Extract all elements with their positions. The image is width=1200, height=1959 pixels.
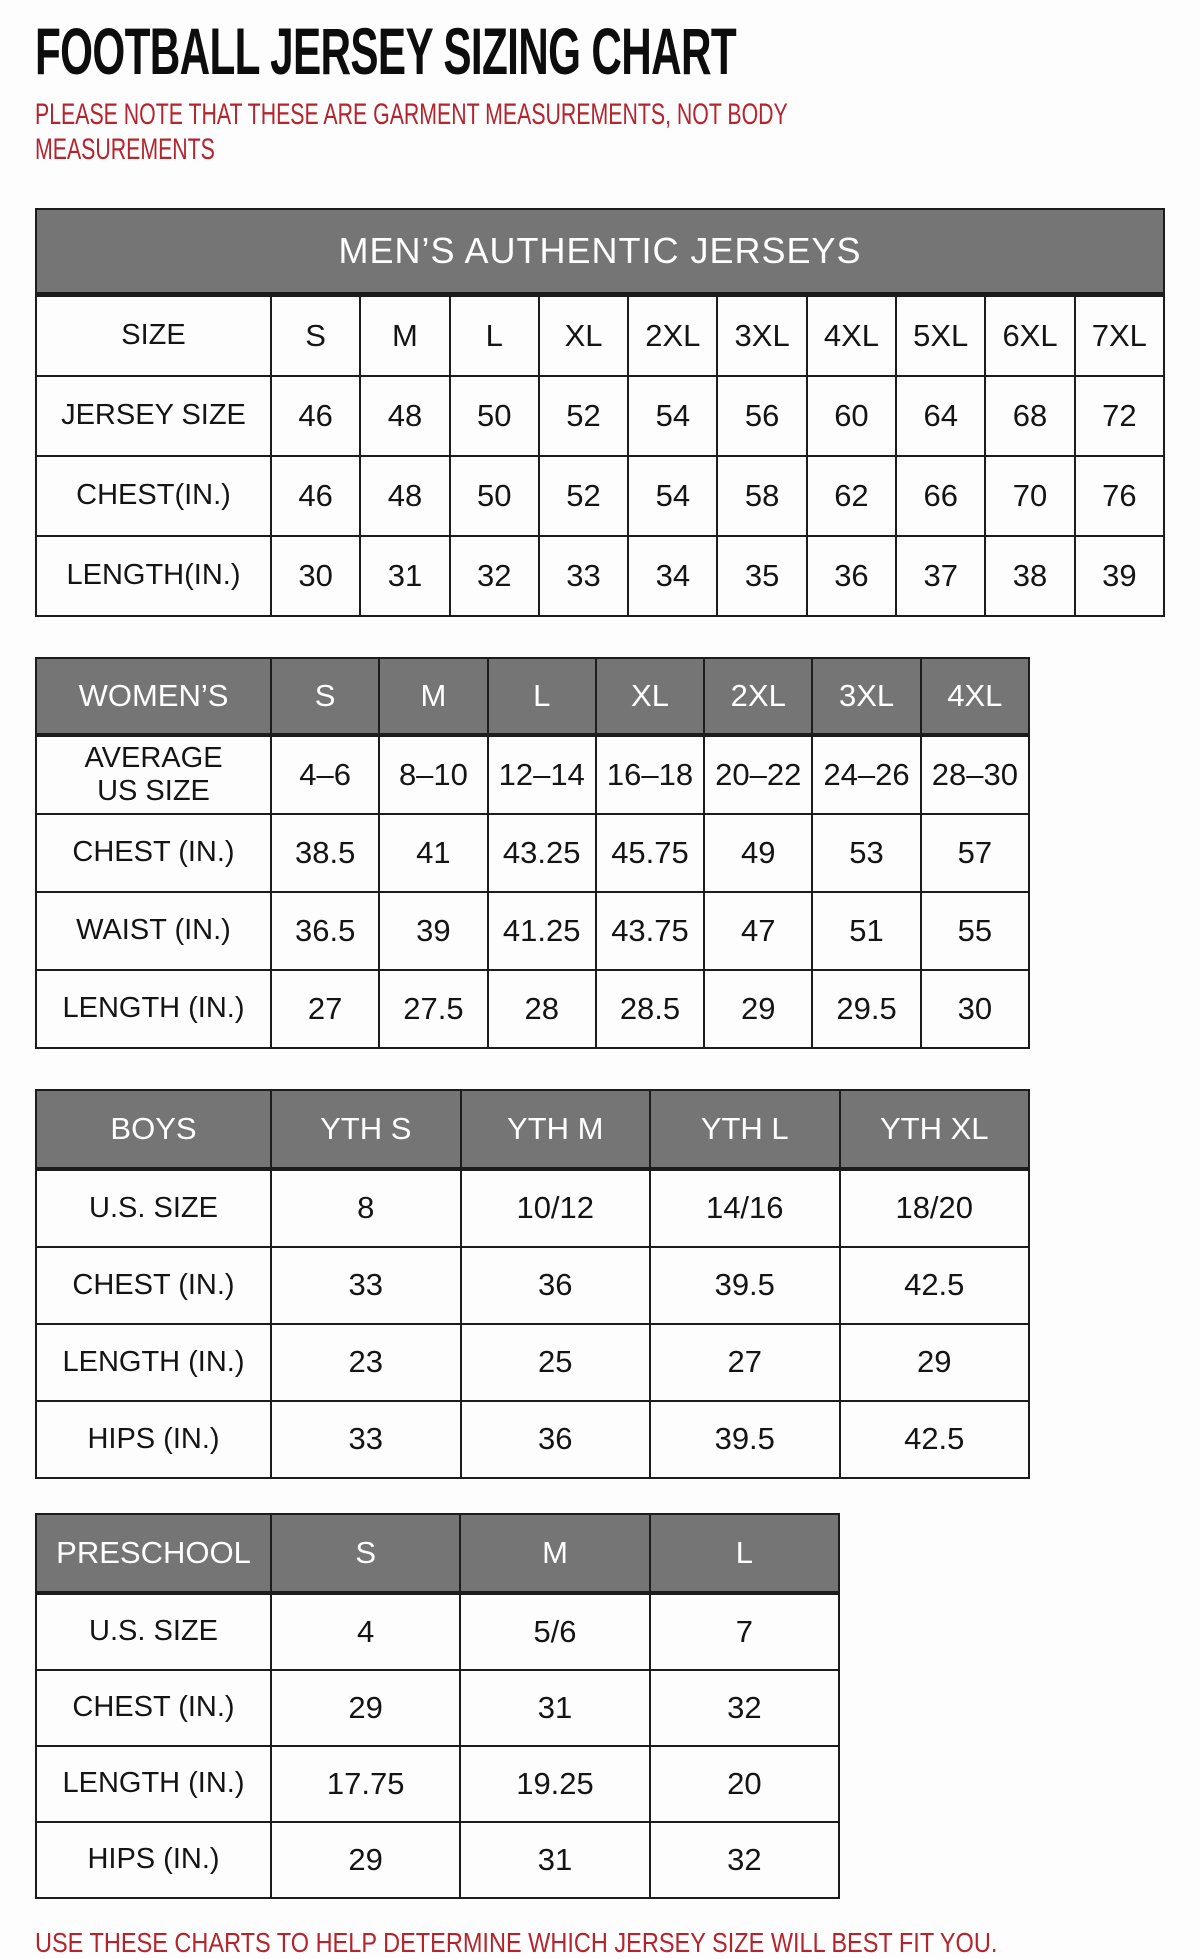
value-cell: 29 [271,1822,460,1898]
table-row [36,1324,1029,1401]
value-cell: 50 [450,456,539,536]
value-cell: 4 [271,1593,460,1670]
value-cell: 33 [271,1401,461,1478]
value-cell: 33 [539,536,628,616]
row-label-line: US SIZE [97,774,210,807]
table-row [36,1169,1029,1247]
value-cell: 37 [896,536,985,616]
value-cell: 52 [539,376,628,456]
page-title [35,14,1200,88]
value-cell: 64 [896,376,985,456]
value-cell: 8 [271,1169,461,1247]
row-label-cell: JERSEY SIZE [36,376,271,456]
table-row [36,456,1164,536]
row-label-cell: CHEST (IN.) [36,814,271,892]
value-cell: 8–10 [379,735,487,814]
value-cell: 5/6 [460,1593,649,1670]
row-label-cell: LENGTH (IN.) [36,1324,271,1401]
value-cell: 72 [1075,376,1164,456]
value-cell: 32 [650,1670,839,1746]
row-label-cell: SIZE [36,294,271,376]
value-cell: 62 [807,456,896,536]
value-cell: 52 [539,456,628,536]
value-cell: 76 [1075,456,1164,536]
col-header-cell: 6XL [985,294,1074,376]
value-cell: 10/12 [461,1169,651,1247]
row-label-cell: PRESCHOOL [36,1514,271,1593]
col-header-cell: 4XL [807,294,896,376]
value-cell: 32 [450,536,539,616]
value-cell: 60 [807,376,896,456]
col-header-cell: M [360,294,449,376]
footer-note-text: USE THESE CHARTS TO HELP DETERMINE WHICH JERSEY SIZE WILL BEST FIT YOU. [35,1926,998,1958]
value-cell: 36 [807,536,896,616]
value-cell: 29 [840,1324,1030,1401]
value-cell: 24–26 [812,735,920,814]
col-header-cell: 3XL [717,294,806,376]
col-header-cell: YTH L [650,1090,840,1169]
garment-measurements-note-text: PLEASE NOTE THAT THESE ARE GARMENT MEASUREMENTS, NOT BODY MEASUREMENTS [35,98,788,166]
value-cell: 54 [628,456,717,536]
page-title-text: FOOTBALL JERSEY SIZING CHART [35,14,737,88]
value-cell: 20 [650,1746,839,1822]
col-header-cell: 5XL [896,294,985,376]
col-header-cell: L [488,658,596,735]
value-cell: 29 [271,1670,460,1746]
mens-header-row [36,294,1164,376]
value-cell: 32 [650,1822,839,1898]
value-cell: 28–30 [921,735,1029,814]
value-cell: 41 [379,814,487,892]
table-row [36,814,1029,892]
value-cell: 46 [271,376,360,456]
value-cell: 30 [921,970,1029,1048]
col-header-cell: 7XL [1075,294,1164,376]
table-row [36,536,1164,616]
value-cell: 39.5 [650,1401,840,1478]
value-cell: 4–6 [271,735,379,814]
footer-note [35,1927,1200,1959]
value-cell: 29 [704,970,812,1048]
womens-header-row [36,658,1029,735]
row-label-cell: HIPS (IN.) [36,1822,271,1898]
mens-banner-row [36,209,1164,295]
value-cell: 54 [628,376,717,456]
row-label-cell [36,735,271,814]
table-row [36,1247,1029,1324]
value-cell: 27 [650,1324,840,1401]
value-cell: 29.5 [812,970,920,1048]
value-cell: 19.25 [460,1746,649,1822]
row-label-cell: LENGTH (IN.) [36,970,271,1048]
col-header-cell: S [271,658,379,735]
value-cell: 43.75 [596,892,704,970]
col-header-cell: 2XL [628,294,717,376]
value-cell: 34 [628,536,717,616]
table-row [36,1670,839,1746]
col-header-cell: YTH M [461,1090,651,1169]
garment-measurements-note [35,98,1200,168]
value-cell: 31 [460,1822,649,1898]
table-row [36,1822,839,1898]
value-cell: 41.25 [488,892,596,970]
value-cell: 36 [461,1247,651,1324]
table-row [36,1401,1029,1478]
value-cell: 28.5 [596,970,704,1048]
preschool-table [35,1513,840,1899]
value-cell: 48 [360,376,449,456]
value-cell: 55 [921,892,1029,970]
value-cell: 68 [985,376,1074,456]
col-header-cell: M [379,658,487,735]
preschool-header-row [36,1514,839,1593]
row-label-cell: LENGTH(IN.) [36,536,271,616]
value-cell: 50 [450,376,539,456]
value-cell: 46 [271,456,360,536]
value-cell: 66 [896,456,985,536]
value-cell: 18/20 [840,1169,1030,1247]
value-cell: 48 [360,456,449,536]
value-cell: 27 [271,970,379,1048]
value-cell: 45.75 [596,814,704,892]
boys-header-row [36,1090,1029,1169]
value-cell: 27.5 [379,970,487,1048]
table-row [36,735,1029,814]
value-cell: 47 [704,892,812,970]
value-cell: 53 [812,814,920,892]
value-cell: 42.5 [840,1401,1030,1478]
col-header-cell: YTH S [271,1090,461,1169]
value-cell: 38.5 [271,814,379,892]
value-cell: 31 [460,1670,649,1746]
col-header-cell: L [450,294,539,376]
table-row [36,892,1029,970]
value-cell: 7 [650,1593,839,1670]
table-row [36,1593,839,1670]
row-label-cell: U.S. SIZE [36,1593,271,1670]
womens-table [35,657,1030,1049]
boys-table [35,1089,1030,1479]
row-label-cell: LENGTH (IN.) [36,1746,271,1822]
value-cell: 28 [488,970,596,1048]
col-header-cell: YTH XL [840,1090,1030,1169]
value-cell: 14/16 [650,1169,840,1247]
value-cell: 42.5 [840,1247,1030,1324]
row-label-cell: WAIST (IN.) [36,892,271,970]
table-row [36,376,1164,456]
value-cell: 33 [271,1247,461,1324]
value-cell: 20–22 [704,735,812,814]
value-cell: 49 [704,814,812,892]
row-label-cell: CHEST(IN.) [36,456,271,536]
row-label-line: AVERAGE [84,742,223,775]
row-label-cell: CHEST (IN.) [36,1670,271,1746]
row-label-cell: WOMEN’S [36,658,271,735]
col-header-cell: XL [596,658,704,735]
value-cell: 31 [360,536,449,616]
value-cell: 12–14 [488,735,596,814]
value-cell: 25 [461,1324,651,1401]
col-header-cell: S [271,1514,460,1593]
value-cell: 70 [985,456,1074,536]
value-cell: 58 [717,456,806,536]
value-cell: 17.75 [271,1746,460,1822]
row-label-cell: CHEST (IN.) [36,1247,271,1324]
table-row [36,1746,839,1822]
value-cell: 38 [985,536,1074,616]
col-header-cell: 3XL [812,658,920,735]
row-label-cell: HIPS (IN.) [36,1401,271,1478]
value-cell: 35 [717,536,806,616]
col-header-cell: M [460,1514,649,1593]
value-cell: 16–18 [596,735,704,814]
col-header-cell: S [271,294,360,376]
row-label-cell: BOYS [36,1090,271,1169]
row-label-cell: U.S. SIZE [36,1169,271,1247]
value-cell: 23 [271,1324,461,1401]
mens-authentic-jerseys-table [35,208,1165,617]
value-cell: 39 [1075,536,1164,616]
col-header-cell: 2XL [704,658,812,735]
mens-table-banner: MEN’S AUTHENTIC JERSEYS [36,209,1164,295]
value-cell: 36 [461,1401,651,1478]
value-cell: 39 [379,892,487,970]
value-cell: 36.5 [271,892,379,970]
table-row [36,970,1029,1048]
col-header-cell: L [650,1514,839,1593]
value-cell: 39.5 [650,1247,840,1324]
value-cell: 57 [921,814,1029,892]
value-cell: 43.25 [488,814,596,892]
col-header-cell: XL [539,294,628,376]
value-cell: 51 [812,892,920,970]
value-cell: 30 [271,536,360,616]
value-cell: 56 [717,376,806,456]
col-header-cell: 4XL [921,658,1029,735]
